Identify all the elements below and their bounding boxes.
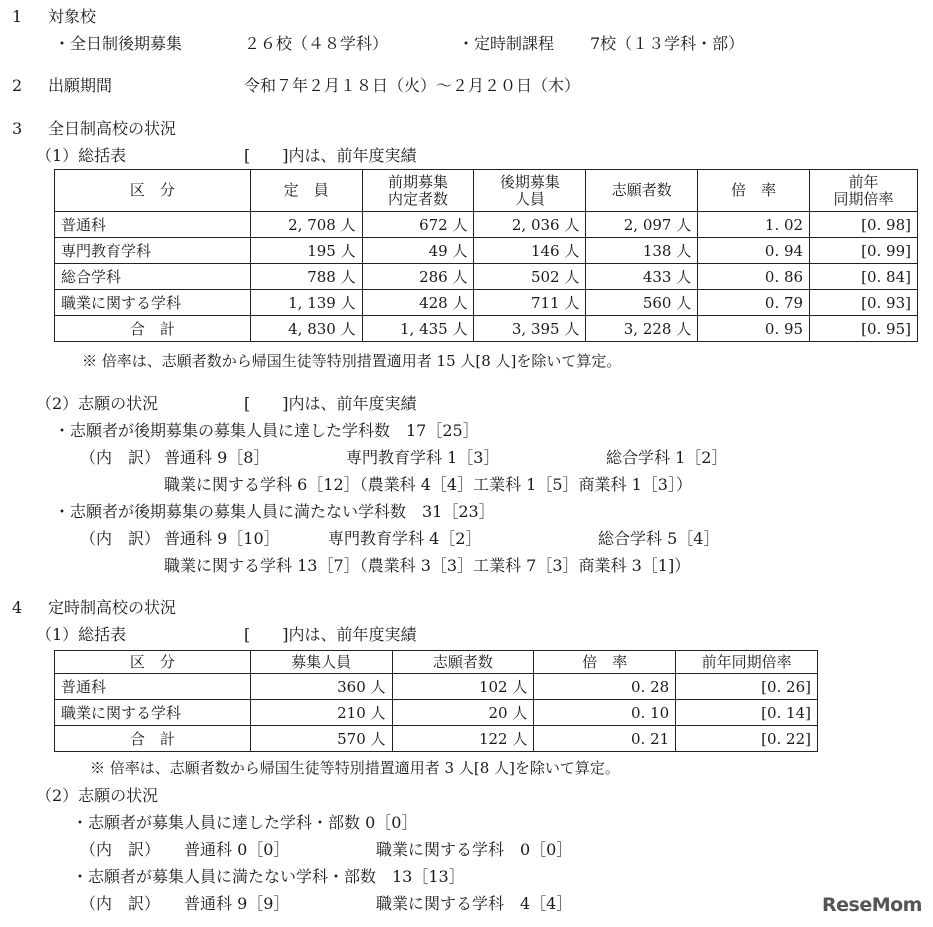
- section-4-number: 4: [12, 598, 23, 617]
- table-cell: [0. 26]: [676, 674, 818, 700]
- table-cell: 合 計: [55, 726, 251, 752]
- section-2-title: 出願期間: [48, 76, 113, 95]
- col-header: 前期募集 内定者数: [362, 170, 474, 212]
- table-cell: 普通科: [55, 674, 251, 700]
- table-cell: 2, 708 人: [250, 212, 362, 238]
- col-header: 倍 率: [534, 651, 676, 674]
- parttime-summary-table: [54, 650, 818, 752]
- table-row: [55, 674, 818, 700]
- col-header: 後期募集 人員: [474, 170, 586, 212]
- section-3-title: 全日制高校の状況: [48, 119, 177, 138]
- table-cell: 122 人: [392, 726, 534, 752]
- col-header: 志願者数: [392, 651, 534, 674]
- table-row: [55, 700, 818, 726]
- table-cell: 合 計: [55, 316, 251, 342]
- table-cell: 1. 02: [698, 212, 810, 238]
- section-1-number: 1: [12, 7, 23, 26]
- table-cell: 2, 097 人: [586, 212, 698, 238]
- table-cell: 4, 830 人: [250, 316, 362, 342]
- col-header: 区 分: [55, 651, 251, 674]
- col-header: 前年同期倍率: [676, 651, 818, 674]
- table-cell: 360 人: [250, 674, 392, 700]
- table-cell: 2, 036 人: [474, 212, 586, 238]
- application-period: 令和７年２月１８日（火）～２月２０日（木）: [244, 76, 581, 95]
- breakdown-item: 職業に関する学科 0［0］: [376, 840, 573, 859]
- table-cell: 195 人: [250, 238, 362, 264]
- table-cell: [0. 84]: [810, 264, 918, 290]
- table-cell: 専門教育学科: [55, 238, 251, 264]
- col-header: 区 分: [55, 170, 251, 212]
- table-total-row: [55, 726, 818, 752]
- table-cell: [0. 14]: [676, 700, 818, 726]
- col-header: 定 員: [250, 170, 362, 212]
- section-1-title: 対象校: [48, 7, 97, 26]
- breakdown-item: 普通科 9［8］: [164, 448, 270, 467]
- s3-notreached-count: ・志願者が後期募集の募集人員に満たない学科数 31［23］: [54, 502, 495, 521]
- section-4-title: 定時制高校の状況: [48, 598, 177, 617]
- breakdown-item: 普通科 0［0］: [184, 840, 290, 859]
- breakdown-label: （内 訳）: [80, 448, 161, 467]
- breakdown-label: （内 訳）: [80, 529, 161, 548]
- s4-summary-note: [ ]内は、前年度実績: [244, 625, 417, 644]
- s3-application-title: （2）志願の状況: [36, 394, 159, 413]
- table-cell: 0. 95: [698, 316, 810, 342]
- table-cell: 286 人: [362, 264, 474, 290]
- table-row: [55, 264, 918, 290]
- table-cell: 138 人: [586, 238, 698, 264]
- breakdown-item: 総合学科 1［2］: [606, 448, 728, 467]
- table-cell: 普通科: [55, 212, 251, 238]
- table-cell: 0. 94: [698, 238, 810, 264]
- resemom-logo: ReseMom: [822, 894, 922, 916]
- col-header: 募集人員: [250, 651, 392, 674]
- table-cell: [0. 93]: [810, 290, 918, 316]
- table-cell: 0. 10: [534, 700, 676, 726]
- breakdown-label: （内 訳）: [80, 894, 161, 913]
- table-cell: 428 人: [362, 290, 474, 316]
- table-row: [55, 290, 918, 316]
- table-cell: [0. 22]: [676, 726, 818, 752]
- table-row: [55, 238, 918, 264]
- table-cell: 0. 28: [534, 674, 676, 700]
- table-cell: 0. 86: [698, 264, 810, 290]
- breakdown-item: 普通科 9［9］: [184, 894, 290, 913]
- table-cell: 1, 435 人: [362, 316, 474, 342]
- breakdown-item: 職業に関する学科 6［12］（農業科 4［4］工業科 1［5］商業科 1［3］）: [164, 475, 692, 494]
- col-header: 倍 率: [698, 170, 810, 212]
- table-cell: 146 人: [474, 238, 586, 264]
- table-cell: 210 人: [250, 700, 392, 726]
- s3-application-note: [ ]内は、前年度実績: [244, 394, 417, 413]
- col-header: 前年 同期倍率: [810, 170, 918, 212]
- s3-summary-title: （1）総括表: [36, 146, 127, 165]
- s3-footnote: ※ 倍率は、志願者数から帰国生徒等特別措置適用者 15 人[8 人]を除いて算定。: [82, 352, 622, 370]
- zen-target-value: ２６校（４８学科）: [244, 34, 389, 53]
- table-cell: 1, 139 人: [250, 290, 362, 316]
- s4-application-title: （2）志願の状況: [36, 786, 159, 805]
- table-cell: [0. 99]: [810, 238, 918, 264]
- breakdown-item: 職業に関する学科 4［4］: [376, 894, 573, 913]
- section-2-number: 2: [12, 76, 23, 95]
- table-cell: 788 人: [250, 264, 362, 290]
- table-cell: 0. 79: [698, 290, 810, 316]
- table-cell: 502 人: [474, 264, 586, 290]
- tei-target-label: ・定時制課程: [458, 34, 555, 53]
- section-3-number: 3: [12, 119, 23, 138]
- col-header: 志願者数: [586, 170, 698, 212]
- tei-target-value: 7校（１３学科・部）: [590, 34, 745, 53]
- table-header-row: [55, 651, 818, 674]
- table-cell: [0. 98]: [810, 212, 918, 238]
- table-cell: 職業に関する学科: [55, 700, 251, 726]
- table-cell: 102 人: [392, 674, 534, 700]
- breakdown-item: 職業に関する学科 13［7］（農業科 3［3］工業科 7［3］商業科 3［1]）: [164, 556, 691, 575]
- table-cell: 0. 21: [534, 726, 676, 752]
- table-cell: 560 人: [586, 290, 698, 316]
- breakdown-item: 専門教育学科 4［2］: [328, 529, 482, 548]
- table-cell: 570 人: [250, 726, 392, 752]
- breakdown-item: 専門教育学科 1［3］: [346, 448, 500, 467]
- table-cell: 711 人: [474, 290, 586, 316]
- breakdown-label: （内 訳）: [80, 840, 161, 859]
- table-row: [55, 212, 918, 238]
- s4-notreached-count: ・志願者が募集人員に満たない学科・部数 13［13］: [72, 867, 465, 886]
- table-cell: 49 人: [362, 238, 474, 264]
- table-cell: 3, 395 人: [474, 316, 586, 342]
- table-cell: 3, 228 人: [586, 316, 698, 342]
- s4-footnote: ※ 倍率は、志願者数から帰国生徒等特別措置適用者 3 人[8 人]を除いて算定。: [90, 759, 620, 777]
- table-cell: 総合学科: [55, 264, 251, 290]
- table-cell: 672 人: [362, 212, 474, 238]
- table-total-row: [55, 316, 918, 342]
- s4-reached-count: ・志願者が募集人員に達した学科・部数 0［0］: [72, 813, 418, 832]
- s3-reached-count: ・志願者が後期募集の募集人員に達した学科数 17［25］: [54, 421, 479, 440]
- s3-summary-note: [ ]内は、前年度実績: [244, 146, 417, 165]
- table-cell: 433 人: [586, 264, 698, 290]
- breakdown-item: 普通科 9［10］: [164, 529, 280, 548]
- table-cell: 20 人: [392, 700, 534, 726]
- table-cell: 職業に関する学科: [55, 290, 251, 316]
- zen-target-label: ・全日制後期募集: [54, 34, 183, 53]
- table-header-row: [55, 170, 918, 212]
- breakdown-item: 総合学科 5［4］: [598, 529, 720, 548]
- fulltime-summary-table: [54, 169, 918, 342]
- table-cell: [0. 95]: [810, 316, 918, 342]
- s4-summary-title: （1）総括表: [36, 625, 127, 644]
